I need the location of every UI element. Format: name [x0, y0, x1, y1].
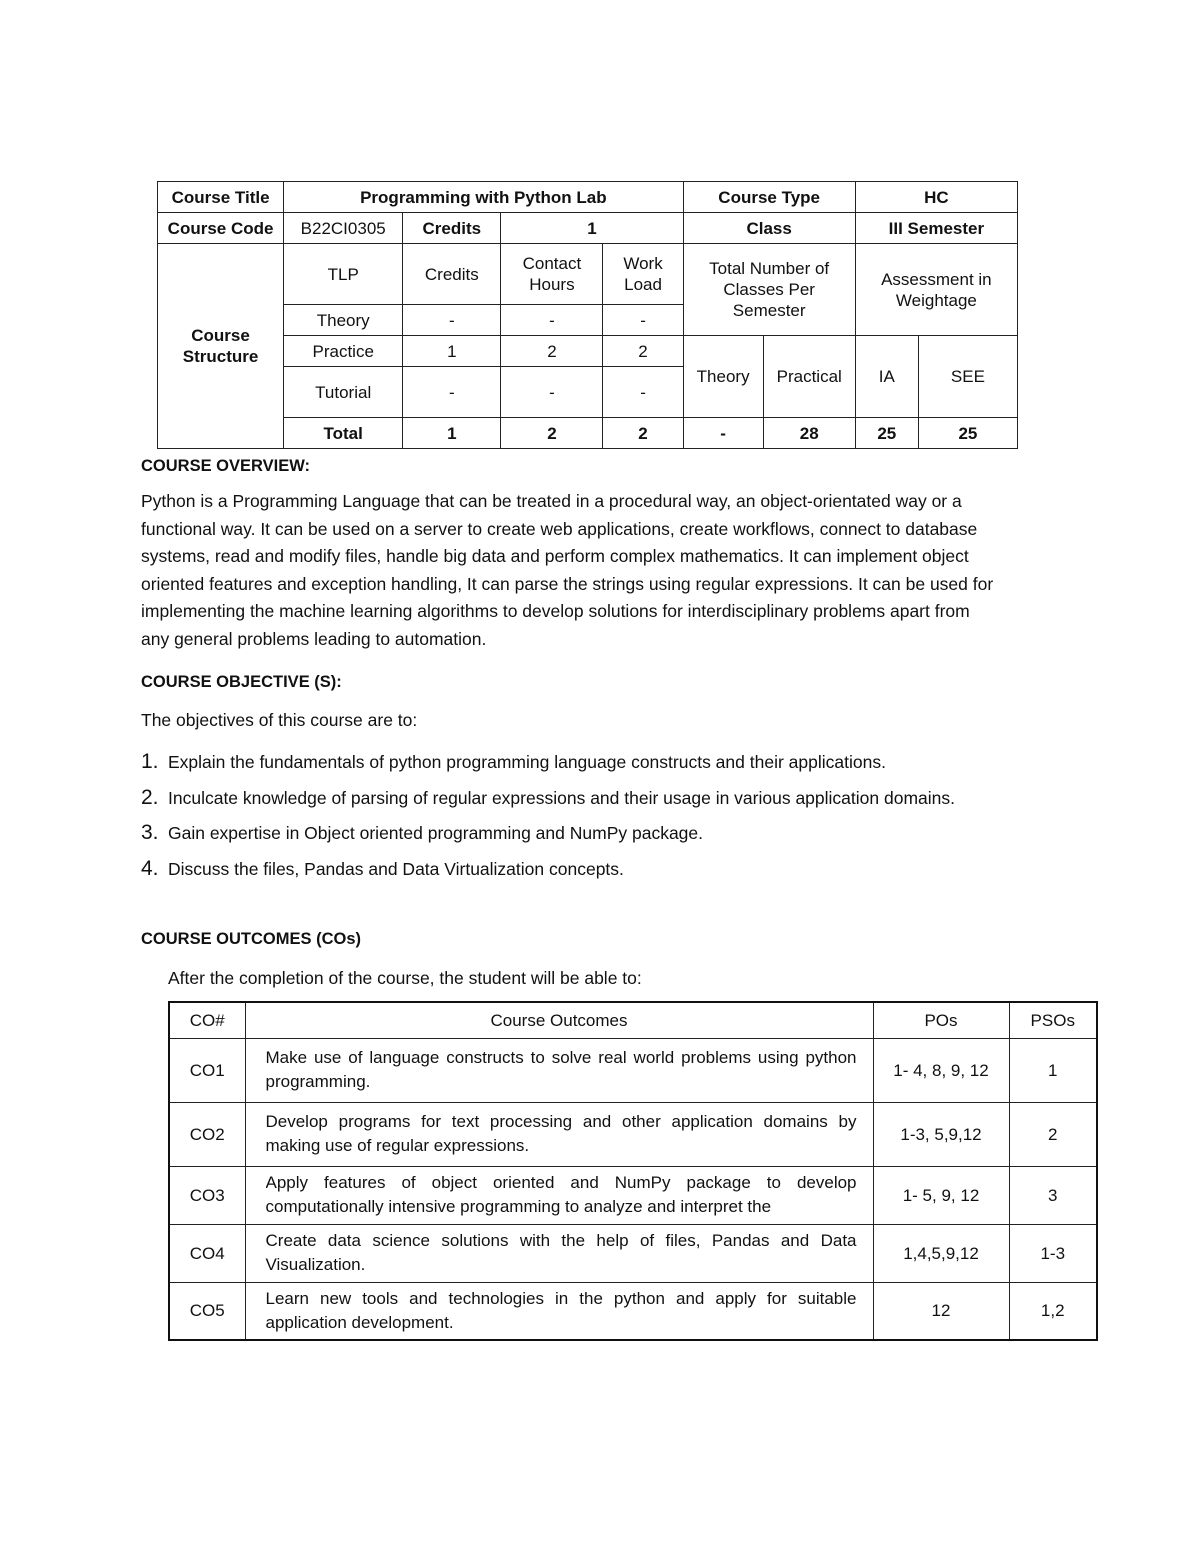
co-id: CO1 — [169, 1038, 245, 1102]
objective-number: 1. — [141, 750, 159, 773]
course-code: B22CI0305 — [284, 213, 403, 244]
course-title: Programming with Python Lab — [284, 182, 683, 213]
tutorial-contact: - — [501, 367, 603, 418]
co-psos: 2 — [1009, 1102, 1097, 1166]
overview-line: systems, read and modify files, handle big data and perform complex mathematics. It can implement object — [141, 546, 969, 566]
total-practical: 28 — [763, 418, 855, 449]
table-row — [169, 1224, 1097, 1282]
objective-item — [141, 785, 1041, 824]
course-structure-label: Course Structure — [158, 244, 284, 449]
overview-paragraph — [141, 488, 1015, 653]
co-psos: 3 — [1009, 1166, 1097, 1224]
total-classes-header: Total Number of Classes Per Semester — [683, 244, 855, 336]
course-info-table — [157, 181, 1018, 449]
co-pos: 1- 5, 9, 12 — [873, 1166, 1009, 1224]
practical-col-header: Practical — [763, 336, 855, 418]
co-outcome: Develop programs for text processing and other application domains by making use of regular expressions. — [245, 1102, 873, 1166]
co-id: CO4 — [169, 1224, 245, 1282]
row-label-theory: Theory — [284, 305, 403, 336]
co-outcome: Make use of language constructs to solve real world problems using python programming. — [245, 1038, 873, 1102]
overview-line: any general problems leading to automation. — [141, 628, 487, 649]
co-psos: 1 — [1009, 1038, 1097, 1102]
objectives-heading: COURSE OBJECTIVE (S): — [141, 673, 342, 691]
theory-col-header: Theory — [683, 336, 763, 418]
course-code-label: Course Code — [158, 213, 284, 244]
co-pos: 1,4,5,9,12 — [873, 1224, 1009, 1282]
course-outcomes-table — [168, 1001, 1098, 1341]
objective-text: Discuss the files, Pandas and Data Virtualization concepts. — [168, 858, 624, 879]
course-type-label: Course Type — [683, 182, 855, 213]
co-pos: 12 — [873, 1282, 1009, 1340]
co-psos: 1-3 — [1009, 1224, 1097, 1282]
total-contact: 2 — [501, 418, 603, 449]
outcomes-intro: After the completion of the course, the student will be able to: — [168, 968, 642, 988]
total-ia: 25 — [855, 418, 918, 449]
objective-item — [141, 856, 1041, 895]
overview-line: Python is a Programming Language that can be treated in a procedural way, an object-orientated way or a — [141, 491, 962, 511]
tutorial-credits: - — [403, 367, 501, 418]
overview-heading: COURSE OVERVIEW: — [141, 457, 311, 475]
co-id: CO5 — [169, 1282, 245, 1340]
tutorial-work: - — [603, 367, 683, 418]
class-label: Class — [683, 213, 855, 244]
co-outcome: Create data science solutions with the help of files, Pandas and Data Visualization. — [245, 1224, 873, 1282]
table-row — [169, 1102, 1097, 1166]
total-label: Total — [284, 418, 403, 449]
row-label-tutorial: Tutorial — [284, 367, 403, 418]
class-value: III Semester — [855, 213, 1017, 244]
overview-line: implementing the machine learning algorithms to develop solutions for interdisciplinary problems apart from — [141, 601, 970, 621]
co-outcome: Learn new tools and technologies in the python and apply for suitable application development. — [245, 1282, 873, 1340]
psos-header: PSOs — [1009, 1002, 1097, 1038]
objective-text: Gain expertise in Object oriented programming and NumPy package. — [168, 823, 703, 843]
co-pos: 1-3, 5,9,12 — [873, 1102, 1009, 1166]
assessment-header: Assessment in Weightage — [855, 244, 1017, 336]
ia-col-header: IA — [855, 336, 918, 418]
objective-number: 3. — [141, 821, 159, 844]
objective-item — [141, 823, 1041, 859]
objective-item — [141, 752, 1041, 788]
co-id: CO3 — [169, 1166, 245, 1224]
row-label-practice: Practice — [284, 336, 403, 367]
theory-credits: - — [403, 305, 501, 336]
co-outcome: Apply features of object oriented and NumPy package to develop computationally intensive programming to analyze and interpret the — [245, 1166, 873, 1224]
objective-text: Explain the fundamentals of python programming language constructs and their applications. — [168, 752, 886, 772]
overview-line: oriented features and exception handling, It can parse the strings using regular expressions. It can be used for — [141, 573, 994, 594]
practice-contact: 2 — [501, 336, 603, 367]
contact-hours-header: Contact Hours — [501, 244, 603, 305]
outcome-header: Course Outcomes — [245, 1002, 873, 1038]
work-load-header: Work Load — [603, 244, 683, 305]
co-pos: 1- 4, 8, 9, 12 — [873, 1038, 1009, 1102]
pos-header: POs — [873, 1002, 1009, 1038]
objective-text: Inculcate knowledge of parsing of regular expressions and their usage in various application domains. — [168, 787, 955, 808]
course-type: HC — [855, 182, 1017, 213]
co-id: CO2 — [169, 1102, 245, 1166]
table-row — [169, 1282, 1097, 1340]
total-theory: - — [683, 418, 763, 449]
table-row — [169, 1166, 1097, 1224]
total-credits: 1 — [403, 418, 501, 449]
credits-header: Credits — [403, 244, 501, 305]
see-col-header: SEE — [918, 336, 1017, 418]
theory-work: - — [603, 305, 683, 336]
practice-credits: 1 — [403, 336, 501, 367]
course-title-label: Course Title — [158, 182, 284, 213]
outcomes-heading: COURSE OUTCOMES (COs) — [141, 930, 362, 948]
theory-contact: - — [501, 305, 603, 336]
credits-value: 1 — [501, 213, 683, 244]
practice-work: 2 — [603, 336, 683, 367]
overview-line: functional way. It can be used on a server to create web applications, create workflows, connect to database — [141, 518, 978, 539]
co-psos: 1,2 — [1009, 1282, 1097, 1340]
objectives-list — [141, 752, 1041, 894]
objective-number: 4. — [141, 856, 159, 880]
total-work: 2 — [603, 418, 683, 449]
table-row — [169, 1038, 1097, 1102]
tlp-header: TLP — [284, 244, 403, 305]
objectives-intro: The objectives of this course are to: — [141, 710, 418, 730]
total-see: 25 — [918, 418, 1017, 449]
co-header: CO# — [169, 1002, 245, 1038]
objective-number: 2. — [141, 785, 159, 809]
credits-label: Credits — [403, 213, 501, 244]
